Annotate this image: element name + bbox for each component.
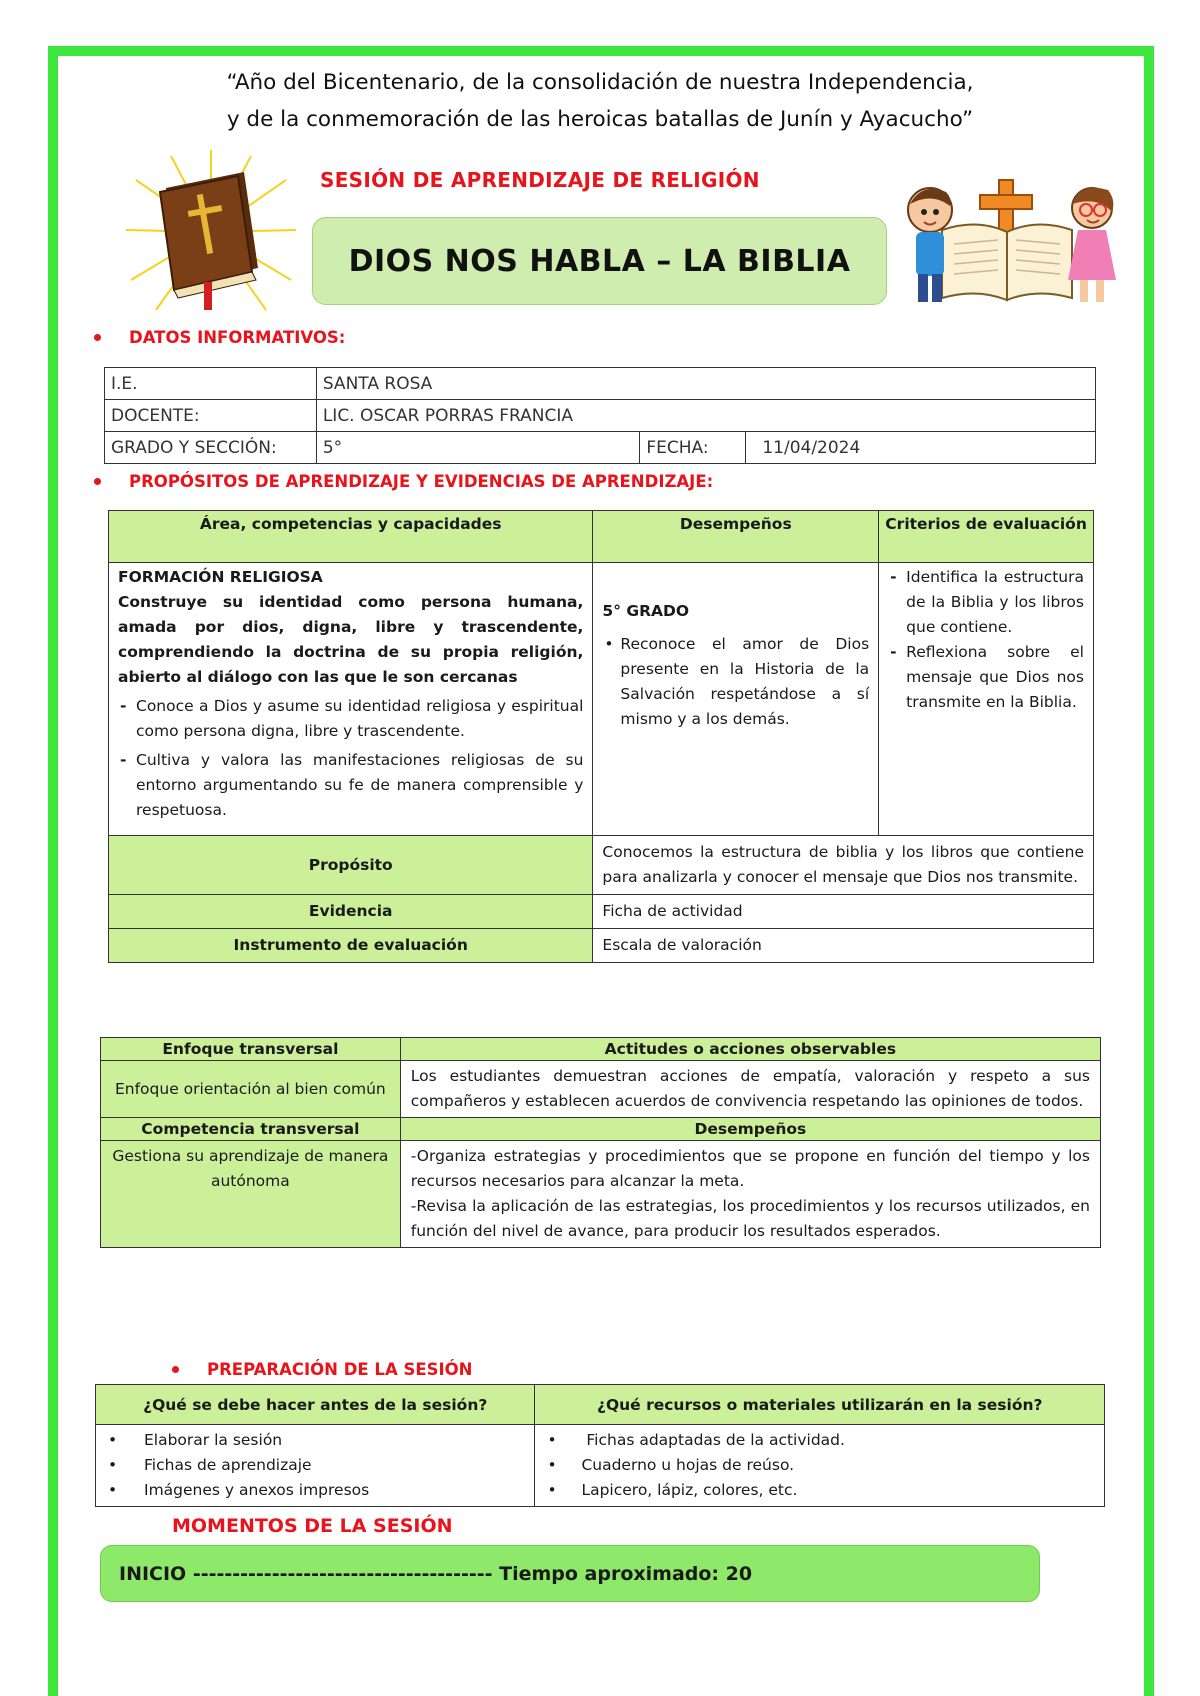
table-header-row <box>109 511 1094 563</box>
propositos-heading <box>94 472 713 491</box>
table-row <box>109 929 1094 963</box>
table-row <box>109 895 1094 929</box>
area-cell <box>109 563 593 836</box>
list-item: • Fichas de aprendizaje <box>104 1453 526 1478</box>
propositos-table <box>108 510 1094 963</box>
bullet-dot-icon <box>94 478 101 485</box>
antes-cell <box>96 1425 535 1507</box>
topic-title: DIOS NOS HABLA – LA BIBLIA <box>312 217 887 305</box>
desempeno-item: -Organiza estrategias y procedimientos que se propone en función del tiempo y los recursos necesarios para alcanzar la meta. <box>410 1147 1090 1190</box>
desempeno-item: -Revisa la aplicación de las estrategias, los procedimientos y los recursos utilizados, en función del nivel de avance, para producir los resultados esperados. <box>410 1197 1090 1240</box>
instrumento-label: Instrumento de evaluación <box>109 929 593 963</box>
criterios-cell <box>879 563 1094 836</box>
ie-label: I.E. <box>105 368 317 400</box>
preparacion-heading-label: PREPARACIÓN DE LA SESIÓN <box>207 1360 473 1379</box>
area-title: FORMACIÓN RELIGIOSA <box>118 568 323 586</box>
inicio-bar <box>100 1545 1040 1602</box>
criterio-item: - Reflexiona sobre el mensaje que Dios nos transmite en la Biblia. <box>888 640 1084 715</box>
fecha-value: 11/04/2024 <box>746 432 1096 464</box>
actitudes-value: Los estudiantes demuestran acciones de empatía, valoración y respeto a sus compañeros y establecen acuerdos de convivencia respetando las opiniones de todos. <box>400 1061 1100 1118</box>
competencia-value: Gestiona su aprendizaje de manera autónoma <box>101 1141 401 1248</box>
capacidad-item: - Cultiva y valora las manifestaciones religiosas de su entorno argumentando su fe de manera comprensible y respetuosa. <box>118 748 583 823</box>
table-row <box>105 368 1096 400</box>
col-actitudes: Actitudes o acciones observables <box>400 1038 1100 1061</box>
table-header-row <box>101 1038 1101 1061</box>
list-item: • Cuaderno u hojas de reúso. <box>543 1453 1096 1478</box>
table-row <box>109 836 1094 895</box>
recursos-cell <box>535 1425 1105 1507</box>
momentos-heading: MOMENTOS DE LA SESIÓN <box>172 1515 453 1537</box>
evidencia-value: Ficha de actividad <box>593 895 1094 929</box>
competencia-text: Construye su identidad como persona humana, amada por dios, digna, libre y trascendente, comprendiendo la doctrina de su propia religión, abierto al diálogo con las que le son cercanas <box>118 593 584 686</box>
grado-value: 5° <box>316 432 640 464</box>
motto-line-2: y de la conmemoración de las heroicas batallas de Junín y Ayacucho” <box>226 107 974 132</box>
motto-line-1: “Año del Bicentenario, de la consolidación de nuestra Independencia, <box>226 70 974 95</box>
enfoque-value: Enfoque orientación al bien común <box>101 1061 401 1118</box>
table-row <box>101 1141 1101 1248</box>
datos-heading-label: DATOS INFORMATIVOS: <box>129 328 346 347</box>
instrumento-value: Escala de valoración <box>593 929 1094 963</box>
preparacion-table <box>95 1384 1105 1507</box>
list-item: • Lapicero, lápiz, colores, etc. <box>543 1478 1096 1503</box>
table-row <box>96 1425 1105 1507</box>
table-header-row <box>101 1118 1101 1141</box>
col-desempenos-transversal: Desempeños <box>400 1118 1100 1141</box>
criterio-item: - Identifica la estructura de la Biblia y los libros que contiene. <box>888 565 1084 640</box>
kids-reading-bible-illustration <box>902 170 1120 320</box>
docente-label: DOCENTE: <box>105 400 317 432</box>
grado-label: 5° GRADO <box>602 602 690 620</box>
tiempo-label: Tiempo aproximado: 20 <box>499 1562 753 1585</box>
proposito-label: Propósito <box>109 836 593 895</box>
col-competencia: Competencia transversal <box>101 1118 401 1141</box>
inicio-dashes: -------------------------------------- <box>186 1562 500 1585</box>
grado-label: GRADO Y SECCIÓN: <box>105 432 317 464</box>
docente-value: LIC. OSCAR PORRAS FRANCIA <box>316 400 1095 432</box>
col-desempenos: Desempeños <box>593 511 879 563</box>
session-title: SESIÓN DE APRENDIZAJE DE RELIGIÓN <box>320 168 760 192</box>
col-area: Área, competencias y capacidades <box>109 511 593 563</box>
capacidad-item: - Conoce a Dios y asume su identidad religiosa y espiritual como persona digna, libre y trascendente. <box>118 694 583 744</box>
inicio-label: INICIO <box>119 1562 187 1585</box>
col-antes: ¿Qué se debe hacer antes de la sesión? <box>96 1385 535 1425</box>
enfoques-table <box>100 1037 1101 1248</box>
list-item: • Fichas adaptadas de la actividad. <box>543 1428 1096 1453</box>
list-item: • Elaborar la sesión <box>104 1428 526 1453</box>
table-row <box>105 400 1096 432</box>
col-recursos: ¿Qué recursos o materiales utilizarán en la sesión? <box>535 1385 1105 1425</box>
desempeno-item: • Reconoce el amor de Dios presente en la Historia de la Salvación respetándose a sí mismo y a los demás. <box>602 632 869 732</box>
propositos-heading-label: PROPÓSITOS DE APRENDIZAJE Y EVIDENCIAS DE APRENDIZAJE: <box>129 472 714 491</box>
ie-value: SANTA ROSA <box>316 368 1095 400</box>
desempenos-cell <box>400 1141 1100 1248</box>
evidencia-label: Evidencia <box>109 895 593 929</box>
col-criterios: Criterios de evaluación <box>879 511 1094 563</box>
list-item: • Imágenes y anexos impresos <box>104 1478 526 1503</box>
table-row <box>105 432 1096 464</box>
bullet-dot-icon <box>172 1366 179 1373</box>
table-row <box>101 1061 1101 1118</box>
bible-illustration <box>126 150 296 315</box>
desempeno-cell <box>593 563 879 836</box>
table-header-row <box>96 1385 1105 1425</box>
datos-heading <box>94 328 345 347</box>
fecha-label: FECHA: <box>640 432 746 464</box>
preparacion-heading <box>172 1360 472 1379</box>
proposito-value: Conocemos la estructura de biblia y los libros que contiene para analizarla y conocer el mensaje que Dios nos transmite. <box>593 836 1094 895</box>
bullet-dot-icon <box>94 334 101 341</box>
col-enfoque: Enfoque transversal <box>101 1038 401 1061</box>
datos-table <box>104 367 1096 464</box>
table-row <box>109 563 1094 836</box>
